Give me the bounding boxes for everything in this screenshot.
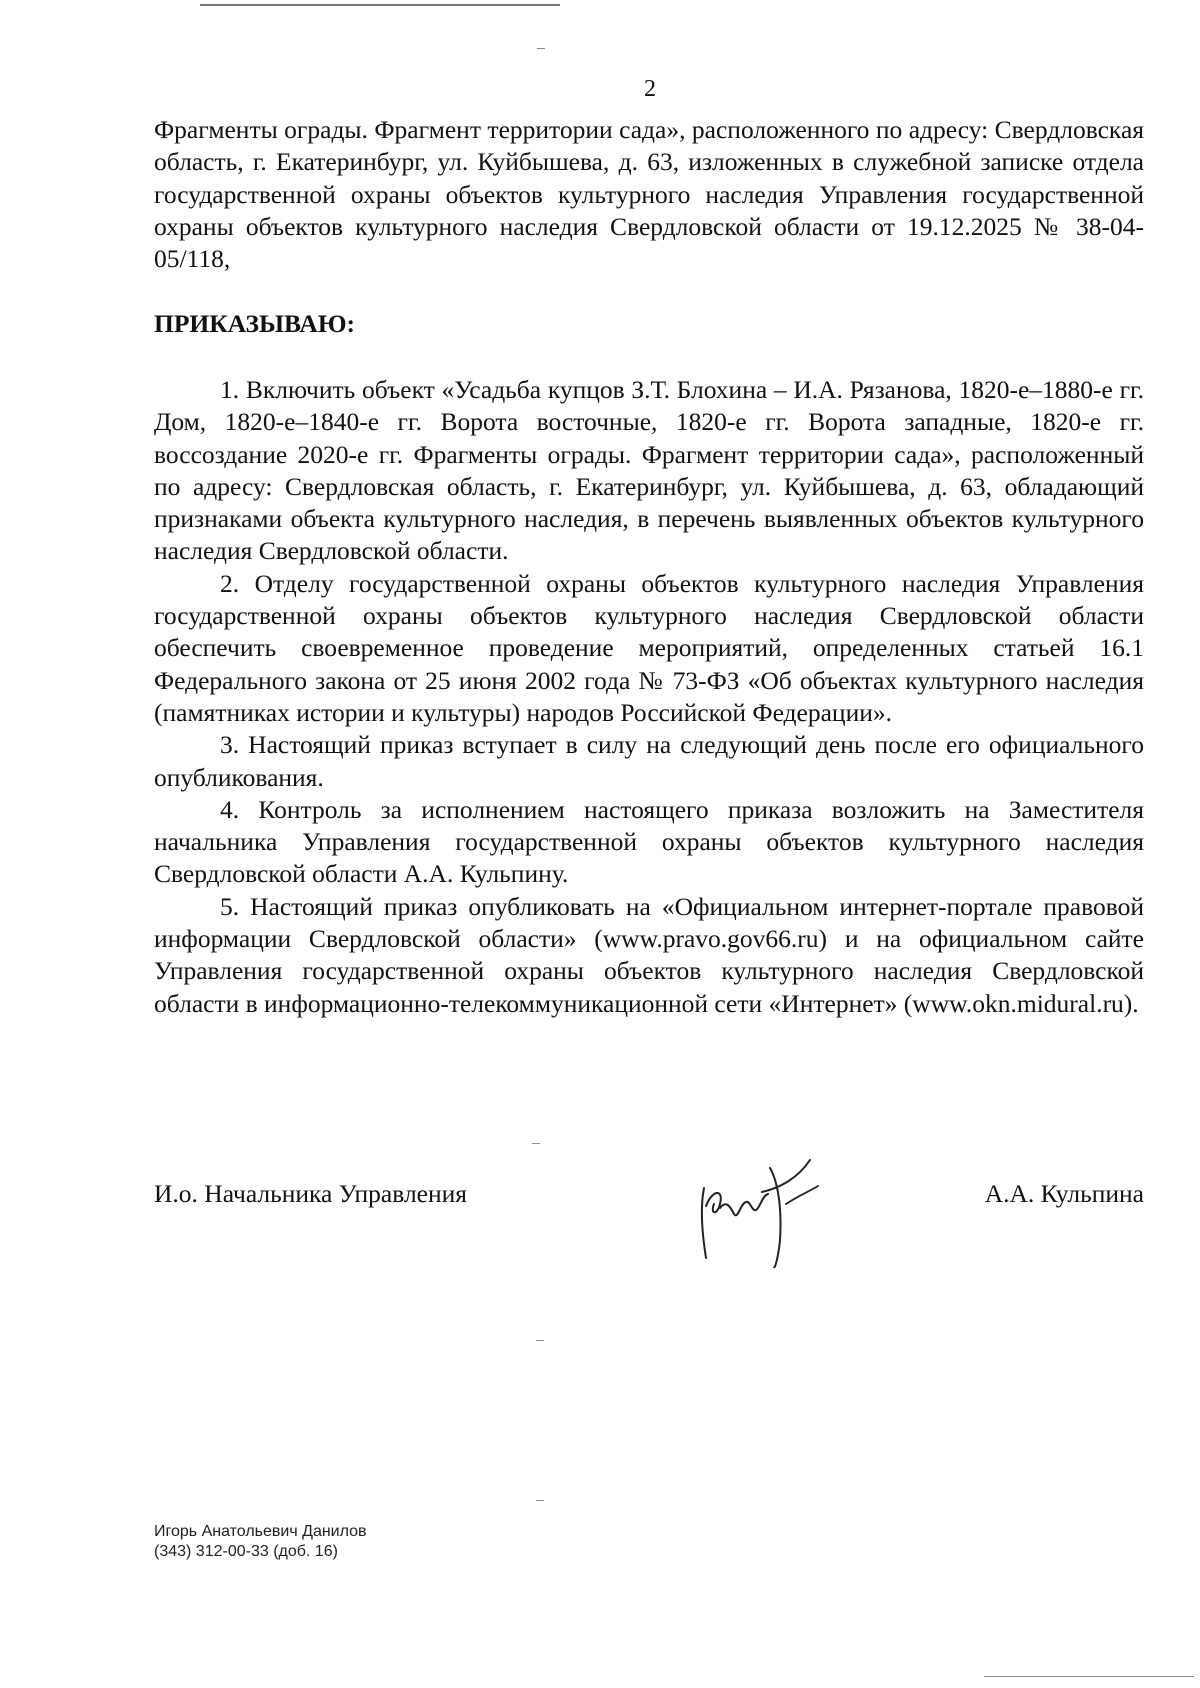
scan-speck [984, 1676, 1194, 1677]
executor-info [154, 1522, 367, 1562]
order-heading: ПРИКАЗЫВАЮ: [154, 309, 356, 338]
order-items [154, 374, 1144, 1020]
order-item-5: 5. Настоящий приказ опубликовать на «Официальном интернет-портале правовой информации Свердловской области» (www.pravo.gov66.ru) и на официальном сайте Управления государственной охраны объектов культурного наследия Свердловской области в информационно-телекоммуникационной сети «Интернет» (www.okn.midural.ru). [154, 891, 1144, 1018]
scan-speck [532, 1143, 540, 1144]
scan-speck [536, 1340, 544, 1341]
scan-edge-line [200, 4, 560, 6]
order-item-2: 2. Отделу государственной охраны объектов культурного наследия Управления государственной охраны объектов культурного наследия Свердловской области обеспечить своевременное проведение мероприятий, определенных статьей 16.1 Федерального закона от 25 июня 2002 года № 73-ФЗ «Об объектах культурного наследия (памятниках истории и культуры) народов Российской Федерации». [154, 568, 1144, 727]
signatory-position: И.о. Начальника Управления [154, 1179, 468, 1208]
signatory-name: А.А. Кульпина [984, 1179, 1144, 1208]
page-number: 2 [644, 76, 656, 102]
order-item-4: 4. Контроль за исполнением настоящего приказа возложить на Заместителя начальника Управления государственной охраны объектов культурного наследия Свердловской области А.А. Кульпину. [154, 794, 1144, 889]
scan-speck [536, 1500, 544, 1501]
intro-block [154, 114, 1144, 275]
executor-phone: (343) 312-00-33 (доб. 16) [154, 1543, 338, 1560]
scan-speck [537, 48, 545, 49]
handwritten-signature [690, 1148, 840, 1268]
order-item-1: 1. Включить объект «Усадьба купцов З.Т. Блохина – И.А. Рязанова, 1820-е–1880-е гг. Дом, 1820-е–1840-е гг. Ворота восточные, 1820-е гг. Ворота западные, 1820-е гг. воссоздание 2020-е гг. Фрагменты ограды. Фрагмент территории сада», расположенный по адресу: Свердловская область, г. Екатеринбург, ул. Куйбышева, д. 63, обладающий признаками объекта культурного наследия, в перечень выявленных объектов культурного наследия Свердловской области. [154, 375, 1144, 566]
order-item-3: 3. Настоящий приказ вступает в силу на следующий день после его официального опубликования. [154, 730, 1144, 792]
intro-paragraph: Фрагменты ограды. Фрагмент территории сада», расположенного по адресу: Свердловская область, г. Екатеринбург, ул. Куйбышева, д. 63, изложенных в служебной записке отдела государственной охраны объектов культурного наследия Управления государственной охраны объектов культурного наследия Свердловской области от 19.12.2025 № 38-04-05/118, [154, 115, 1144, 274]
executor-name: Игорь Анатольевич Данилов [154, 1523, 367, 1540]
